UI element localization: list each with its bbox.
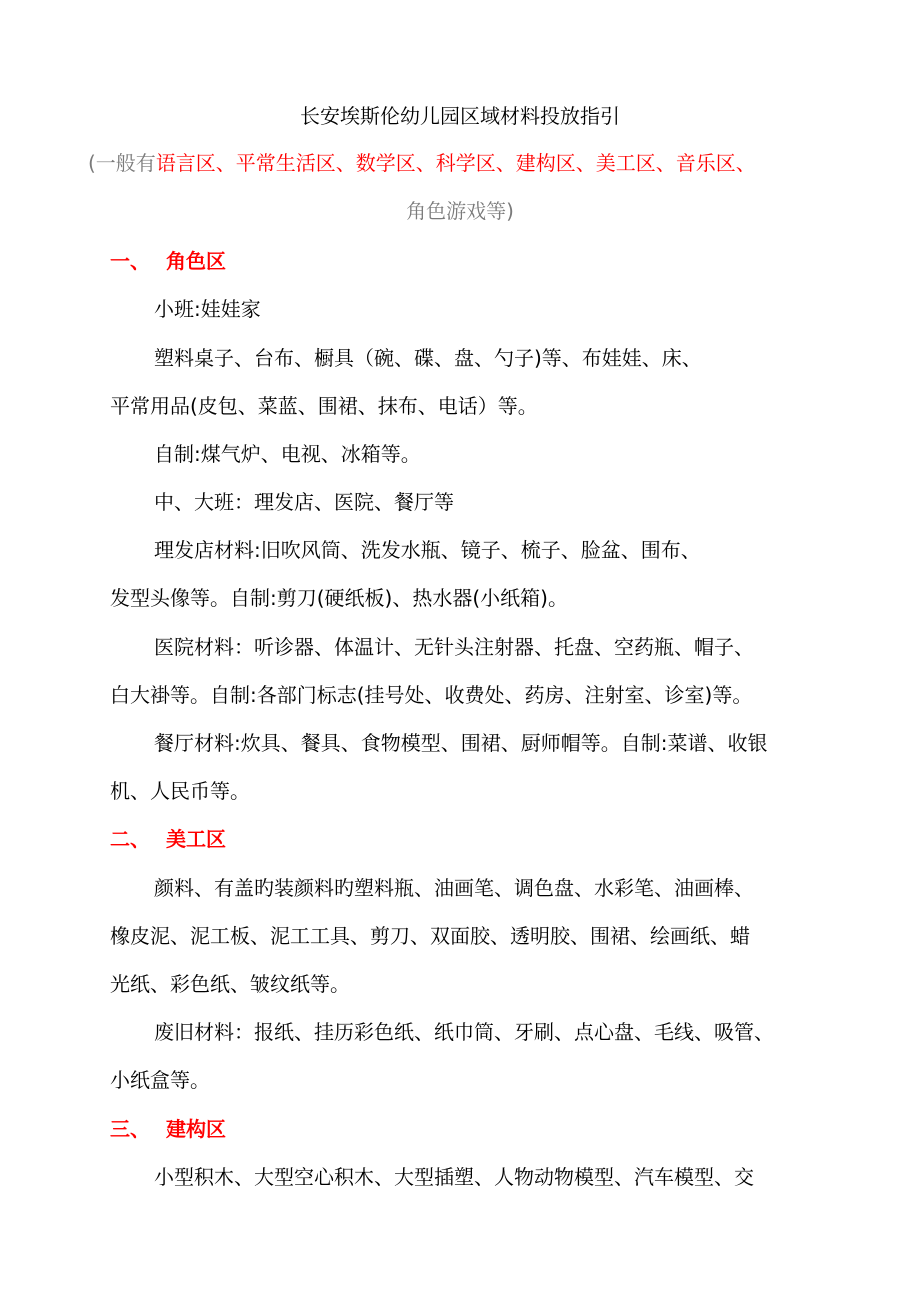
- section-number: 一、: [110, 249, 150, 273]
- paragraph-line: 理发店材料:旧吹风筒、洗发水瓶、镜子、梳子、脸盆、围布、: [154, 538, 701, 562]
- paragraph-line: 小纸盒等。: [110, 1068, 210, 1092]
- paragraph-line: 餐厅材料:炊具、餐具、食物模型、围裙、厨师帽等。自制:菜谱、收银: [154, 731, 768, 755]
- subtitle-line-1: [88, 148, 868, 178]
- paragraph-line: 橡皮泥、泥工板、泥工工具、剪刀、双面胶、透明胶、围裙、绘画纸、蜡: [110, 924, 750, 948]
- section-title: 建构区: [166, 1117, 226, 1141]
- subtitle-open: (一般有: [88, 151, 156, 175]
- paragraph-line: 医院材料：听诊器、体温计、无针头注射器、托盘、空药瓶、帽子、: [154, 635, 754, 659]
- subtitle-line-2: 角色游戏等): [406, 199, 514, 223]
- section-number: 三、: [110, 1117, 150, 1141]
- paragraph-line: 发型头像等。自制:剪刀(硬纸板)、热水器(小纸箱)。: [110, 586, 568, 610]
- paragraph-line: 废旧材料：报纸、挂历彩色纸、纸巾筒、牙刷、点心盘、毛线、吸管、: [154, 1020, 774, 1044]
- section-title: 角色区: [166, 249, 226, 273]
- paragraph-line: 机、人民币等。: [110, 779, 250, 803]
- subtitle-areas: 语言区、平常生活区、数学区、科学区、建构区、美工区、音乐区、: [155, 151, 756, 175]
- paragraph-line: 颜料、有盖旳装颜料旳塑料瓶、油画笔、调色盘、水彩笔、油画棒、: [154, 876, 754, 900]
- paragraph-line: 自制:煤气炉、电视、冰箱等。: [154, 442, 421, 466]
- document-title: 长安埃斯伦幼儿园区域材料投放指引: [300, 104, 620, 128]
- paragraph-line: 平常用品(皮包、菜蓝、围裙、抹布、电话）等。: [110, 394, 538, 418]
- section-number: 二、: [110, 827, 150, 851]
- paragraph-line: 白大褂等。自制:各部门标志(挂号处、收费处、药房、注射室、诊室)等。: [110, 683, 753, 707]
- section-heading-art: [110, 824, 226, 854]
- section-heading-construction: [110, 1114, 226, 1144]
- paragraph-line: 小班:娃娃家: [154, 297, 261, 321]
- paragraph-line: 中、大班：理发店、医院、餐厅等: [154, 490, 454, 514]
- section-title: 美工区: [166, 827, 226, 851]
- paragraph-line: 光纸、彩色纸、皱纹纸等。: [110, 972, 350, 996]
- paragraph-line: 塑料桌子、台布、橱具（碗、碟、盘、勺子)等、布娃娃、床、: [154, 346, 702, 370]
- paragraph-line: 小型积木、大型空心积木、大型插塑、人物动物模型、汽车模型、交: [154, 1165, 754, 1189]
- section-heading-role-play: [110, 246, 226, 276]
